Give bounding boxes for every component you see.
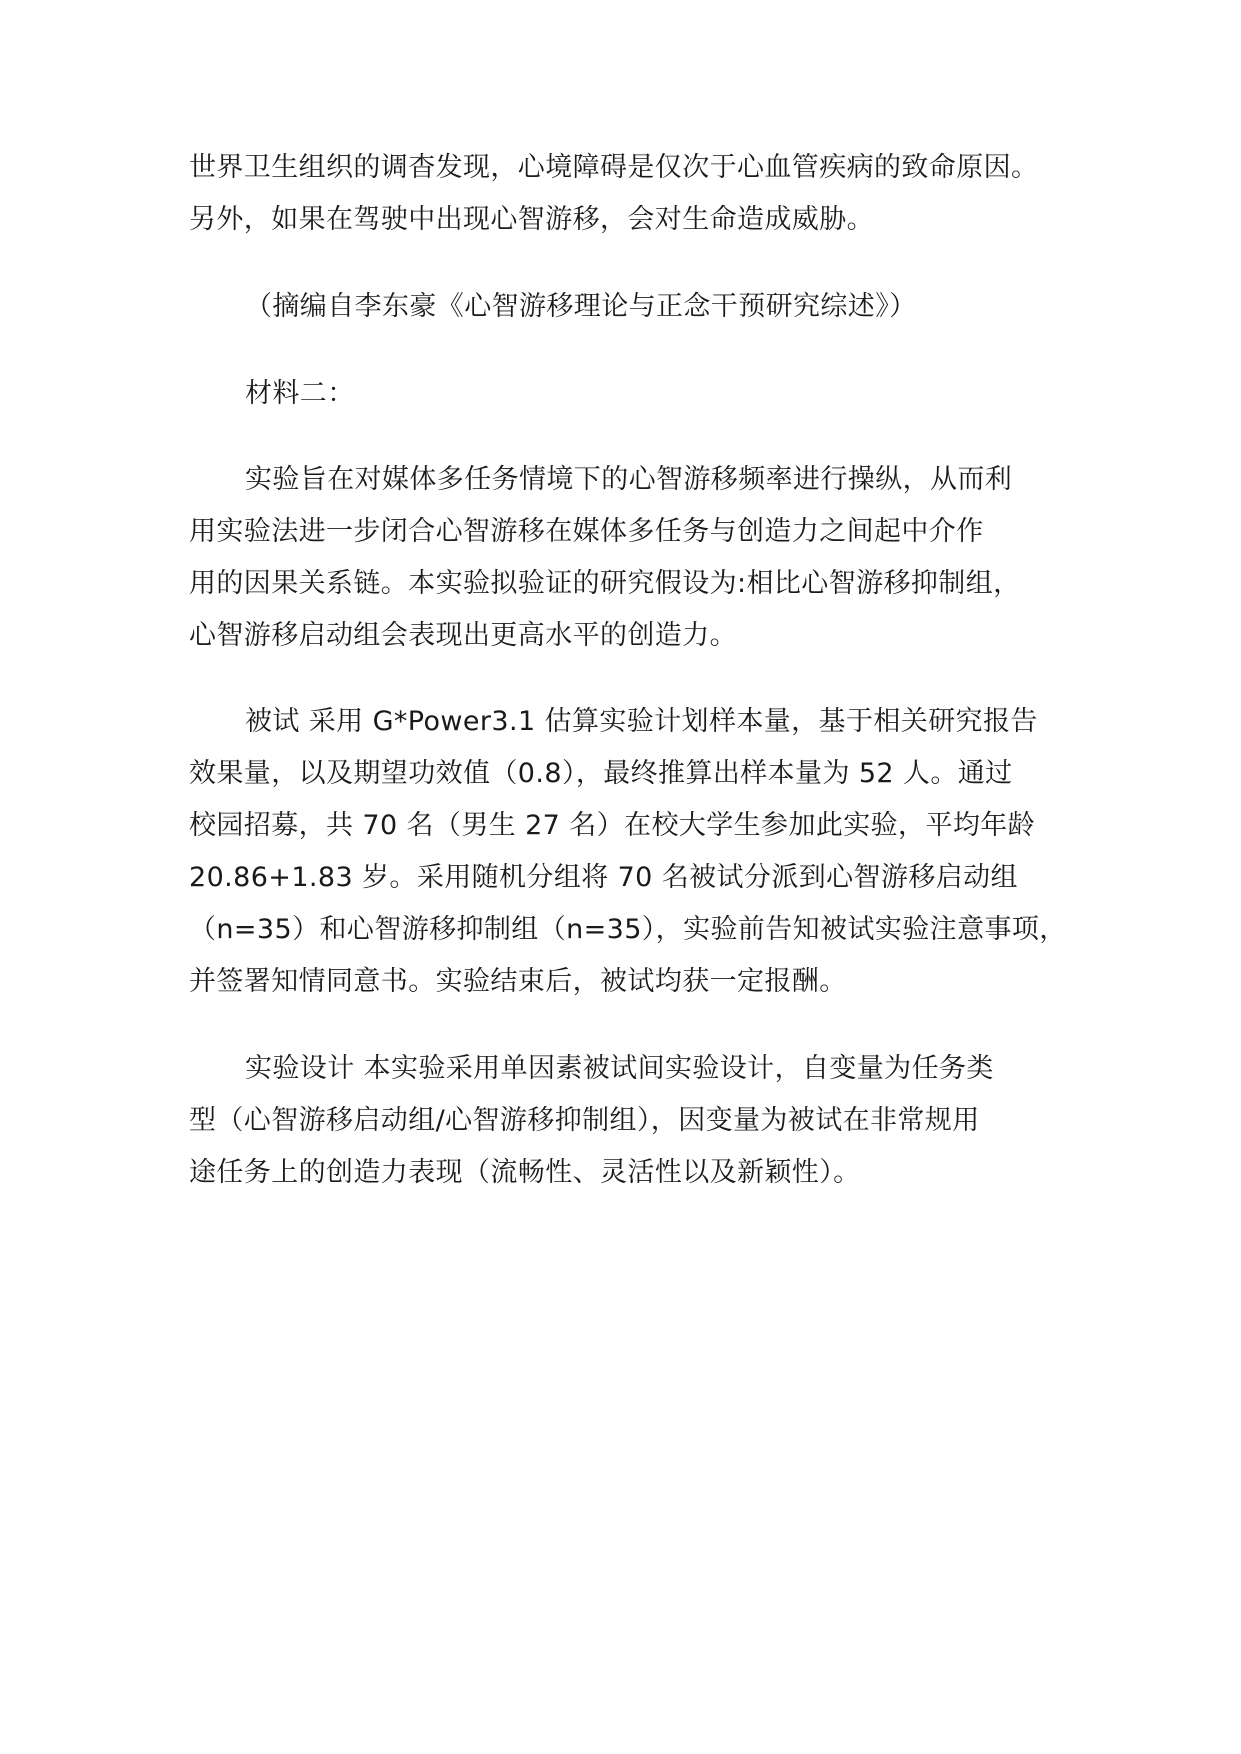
text-line: 实验旨在对媒体多任务情境下的心智游移频率进行操纵，从而利	[245, 464, 1013, 495]
text-line: 效果量，以及期望功效值（0.8），最终推算出样本量为 52 人。通过	[189, 758, 1013, 789]
text-line: 另外，如果在驾驶中出现心智游移，会对生命造成威胁。	[189, 204, 874, 235]
section-heading: 材料二：	[245, 378, 355, 409]
text-line: 用的因果关系链。本实验拟验证的研究假设为:相比心智游移抑制组，	[189, 568, 1021, 599]
text-line: 并签署知情同意书。实验结束后，被试均获一定报酬。	[189, 966, 847, 997]
text-line: 世界卫生组织的调杳发现，心境障碍是仅次于心血管疾病的致命原因。	[189, 152, 1039, 183]
text-line: 用实验法进一步闭合心智游移在媒体多任务与创造力之间起中介作	[189, 516, 984, 547]
text-line: 校园招募，共 70 名（男生 27 名）在校大学生参加此实验，平均年龄	[189, 810, 1036, 841]
text-line: 型（心智游移启动组/心智游移抑制组），因变量为被试在非常规用	[189, 1105, 980, 1136]
text-line: 心智游移启动组会表现出更高水平的创造力。	[189, 620, 737, 651]
text-line: （n=35）和心智游移抑制组（n=35），实验前告知被试实验注意事项，	[189, 914, 1067, 945]
text-line: 途任务上的创造力表现（流畅性、灵活性以及新颖性）。	[189, 1157, 861, 1188]
text-line: 20.86+1.83 岁。采用随机分组将 70 名被试分派到心智游移启动组	[189, 862, 1018, 893]
citation-line: （摘编自李东豪《心智游移理论与正念干预研究综述》）	[245, 291, 917, 322]
text-line: 被试 采用 G*Power3.1 估算实验计划样本量，基于相关研究报告	[245, 706, 1038, 737]
text-line: 实验设计 本实验采用单因素被试间实验设计，自变量为任务类	[245, 1053, 994, 1084]
